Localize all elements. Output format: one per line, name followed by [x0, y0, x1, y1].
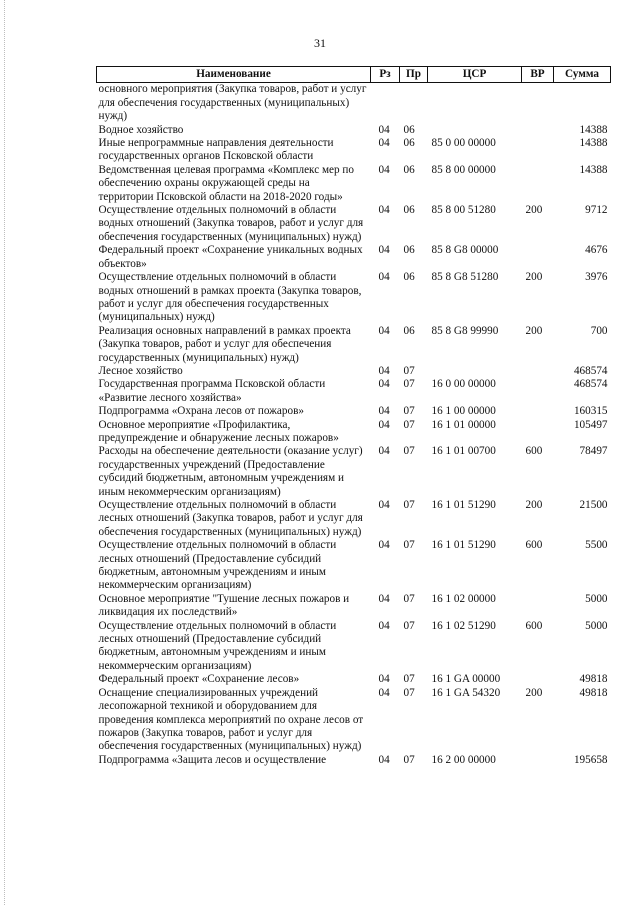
row-pr: 07: [403, 686, 415, 699]
row-vr: 600: [525, 619, 543, 632]
row-pr: 07: [403, 673, 415, 686]
row-name: основного мероприятия (Закупка товаров, работ и услуг для обеспечения государственных (муниципальных) нужд): [98, 83, 367, 123]
row-csr: 16 1 01 00700: [431, 445, 496, 458]
row-sum: 700: [590, 324, 608, 337]
row-pr: 06: [403, 137, 415, 150]
budget-table: [96, 66, 611, 767]
row-name: Осуществление отдельных полномочий в области водных отношений (Закупка товаров, работ и услуг для обеспечения государственных (муниципальных) нужд): [98, 204, 364, 243]
row-sum: 49818: [579, 686, 608, 699]
table-row: [97, 124, 611, 137]
table-row: [97, 687, 611, 754]
table-row: [97, 137, 611, 164]
row-sum: 195658: [573, 753, 608, 766]
row-rz: 04: [378, 686, 390, 699]
table-row: [97, 419, 611, 446]
table-row: [97, 365, 611, 378]
row-sum: 14388: [579, 137, 608, 150]
row-csr: [428, 83, 522, 124]
row-csr: [428, 365, 522, 378]
row-rz: 04: [378, 244, 390, 257]
row-vr: [522, 754, 554, 767]
row-rz: 04: [378, 378, 390, 391]
row-rz: 04: [378, 204, 390, 217]
row-csr: 16 1 GA 00000: [431, 673, 501, 686]
row-rz: 04: [378, 592, 390, 605]
row-rz: 04: [378, 445, 390, 458]
row-pr: 06: [403, 163, 415, 176]
table-row: [97, 754, 611, 767]
row-csr: [428, 124, 522, 137]
header-name: Наименование: [97, 67, 371, 83]
row-vr: [522, 405, 554, 418]
row-rz: 04: [378, 673, 390, 686]
header-sum: Сумма: [554, 67, 611, 83]
table-row: [97, 378, 611, 405]
row-vr: 600: [525, 445, 543, 458]
row-vr: 200: [525, 204, 543, 217]
row-vr: [522, 83, 554, 124]
header-rz: Рз: [371, 67, 400, 83]
row-rz: 04: [378, 499, 390, 511]
row-sum: 9712: [585, 204, 608, 217]
row-pr: 06: [403, 204, 415, 217]
row-csr: 16 2 00 00000: [431, 753, 496, 766]
row-pr: 07: [403, 753, 415, 766]
row-pr: 07: [403, 418, 415, 431]
row-vr: 600: [525, 539, 543, 552]
row-name: Осуществление отдельных полномочий в области лесных отношений (Предоставление субсидий бюджетным, автономным учреждениям и иным некоммерческим организациям): [98, 539, 337, 592]
table-row: [97, 271, 611, 325]
row-vr: [522, 365, 554, 378]
row-sum: [554, 83, 611, 124]
row-rz: 04: [378, 137, 390, 150]
row-vr: [522, 378, 554, 405]
row-name: Реализация основных направлений в рамках проекта (Закупка товаров, работ и услуг для обеспечения государственных (муниципальных) нужд): [98, 324, 351, 364]
row-pr: 07: [403, 364, 415, 377]
row-vr: 200: [525, 686, 543, 699]
table-row: [97, 539, 611, 593]
row-vr: 200: [525, 271, 543, 284]
row-sum: 4676: [585, 244, 608, 257]
row-csr: 16 1 01 51290: [431, 499, 496, 511]
row-pr: [400, 83, 428, 124]
table-row: [97, 204, 611, 244]
row-sum: 21500: [579, 499, 608, 511]
row-sum: 14388: [579, 123, 608, 136]
row-name: Государственная программа Псковской области «Развитие лесного хозяйства»: [98, 378, 326, 404]
table-row: [97, 620, 611, 674]
row-rz: [371, 83, 400, 124]
row-sum: 468574: [573, 364, 608, 377]
table-row: [97, 499, 611, 539]
row-vr: 200: [525, 499, 543, 511]
row-rz: 04: [378, 619, 390, 632]
row-rz: 04: [378, 405, 390, 418]
row-vr: [522, 164, 554, 204]
header-vr: ВР: [522, 67, 554, 83]
row-csr: 85 8 00 51280: [431, 204, 496, 217]
row-csr: 16 1 02 51290: [431, 619, 496, 632]
row-pr: 06: [403, 271, 415, 284]
row-rz: 04: [378, 123, 390, 136]
row-name: Основное мероприятие "Тушение лесных пожаров и ликвидация их последствий»: [98, 592, 350, 619]
row-sum: 5500: [585, 539, 608, 552]
row-rz: 04: [378, 271, 390, 284]
row-vr: [522, 593, 554, 620]
table-row: [97, 83, 611, 124]
row-sum: 49818: [579, 673, 608, 686]
row-pr: 07: [403, 619, 415, 632]
row-name: Подпрограмма «Охрана лесов от пожаров»: [98, 405, 304, 418]
row-name: Осуществление отдельных полномочий в области водных отношений в рамках проекта (Закупка товаров, работ и услуг для обеспечения государственных (муниципальных) нужд): [98, 271, 362, 324]
row-name: Ведомственная целевая программа «Комплекс мер по обеспечению охраны окружающей среды на территории Псковской области на 2018-2020 годы»: [98, 163, 354, 203]
row-csr: 85 8 G8 00000: [431, 244, 499, 257]
table-row: [97, 244, 611, 271]
row-rz: 04: [378, 753, 390, 766]
row-pr: 07: [403, 499, 415, 511]
row-pr: 07: [403, 539, 415, 552]
row-pr: 07: [403, 592, 415, 605]
row-sum: 105497: [573, 418, 608, 431]
row-name: Осуществление отдельных полномочий в области лесных отношений (Закупка товаров, работ и услуг для обеспечения государственных (муниципальных) нужд): [98, 499, 363, 538]
row-name: Оснащение специализированных учреждений лесопожарной техникой и оборудованием для проведения комплекса мероприятий по охране лесов от пожаров (Закупка товаров, работ и услуг для обеспечения государственных (муниципальных) нужд): [98, 686, 364, 753]
row-csr: 85 8 00 00000: [431, 163, 496, 176]
row-rz: 04: [378, 364, 390, 377]
table-header: [97, 67, 611, 83]
table-row: [97, 445, 611, 499]
row-sum: 78497: [579, 445, 608, 458]
row-pr: 06: [403, 244, 415, 257]
row-vr: [522, 673, 554, 686]
row-name: Подпрограмма «Защита лесов и осуществление: [98, 753, 327, 766]
row-name: Водное хозяйство: [98, 123, 184, 136]
row-csr: 85 8 G8 99990: [431, 324, 499, 337]
row-vr: [522, 419, 554, 446]
row-csr: 16 1 00 00000: [431, 405, 496, 418]
row-pr: 06: [403, 123, 415, 136]
row-rz: 04: [378, 324, 390, 337]
row-rz: 04: [378, 418, 390, 431]
row-name: Иные непрограммные направления деятельности государственных органов Псковской области: [98, 137, 334, 163]
row-sum: 5000: [585, 592, 608, 605]
table-body: [97, 83, 611, 767]
header-csr: ЦСР: [428, 67, 522, 83]
row-csr: 85 8 G8 51280: [431, 271, 499, 284]
row-csr: 16 1 01 51290: [431, 539, 496, 552]
row-csr: 16 0 00 00000: [431, 378, 496, 391]
row-sum: 468574: [573, 378, 608, 391]
row-csr: 16 1 02 00000: [431, 592, 496, 605]
row-rz: 04: [378, 539, 390, 552]
row-sum: 160315: [573, 405, 608, 418]
row-name: Лесное хозяйство: [98, 364, 183, 377]
table-row: [97, 405, 611, 418]
row-rz: 04: [378, 163, 390, 176]
row-sum: 14388: [579, 163, 608, 176]
row-vr: [522, 244, 554, 271]
table-row: [97, 164, 611, 204]
row-vr: [522, 137, 554, 164]
row-name: Расходы на обеспечение деятельности (оказание услуг) государственных учреждений (Предоставление субсидий бюджетным, автономным учреждениям и иным некоммерческим организациям): [98, 445, 363, 498]
table-row: [97, 673, 611, 686]
row-name: Федеральный проект «Сохранение уникальных водных объектов»: [98, 244, 363, 270]
row-name: Федеральный проект «Сохранение лесов»: [98, 673, 300, 686]
row-sum: 5000: [585, 619, 608, 632]
row-vr: 200: [525, 324, 543, 337]
table-row: [97, 593, 611, 620]
table-row: [97, 325, 611, 365]
scan-edge: [4, 0, 7, 905]
page-number: 31: [314, 36, 326, 50]
row-name: Основное мероприятие «Профилактика, предупреждение и обнаружение лесных пожаров»: [98, 418, 339, 444]
row-pr: 07: [403, 405, 415, 418]
row-pr: 06: [403, 324, 415, 337]
row-csr: 16 1 01 00000: [431, 418, 496, 431]
row-csr: 16 1 GA 54320: [431, 686, 501, 699]
row-csr: 85 0 00 00000: [431, 137, 496, 150]
row-name: Осуществление отдельных полномочий в области лесных отношений (Предоставление субсидий бюджетным, автономным учреждениям и иным некоммерческим организациям): [98, 619, 337, 672]
header-pr: Пр: [400, 67, 428, 83]
row-pr: 07: [403, 378, 415, 391]
row-sum: 3976: [585, 271, 608, 284]
row-vr: [522, 124, 554, 137]
row-pr: 07: [403, 445, 415, 458]
